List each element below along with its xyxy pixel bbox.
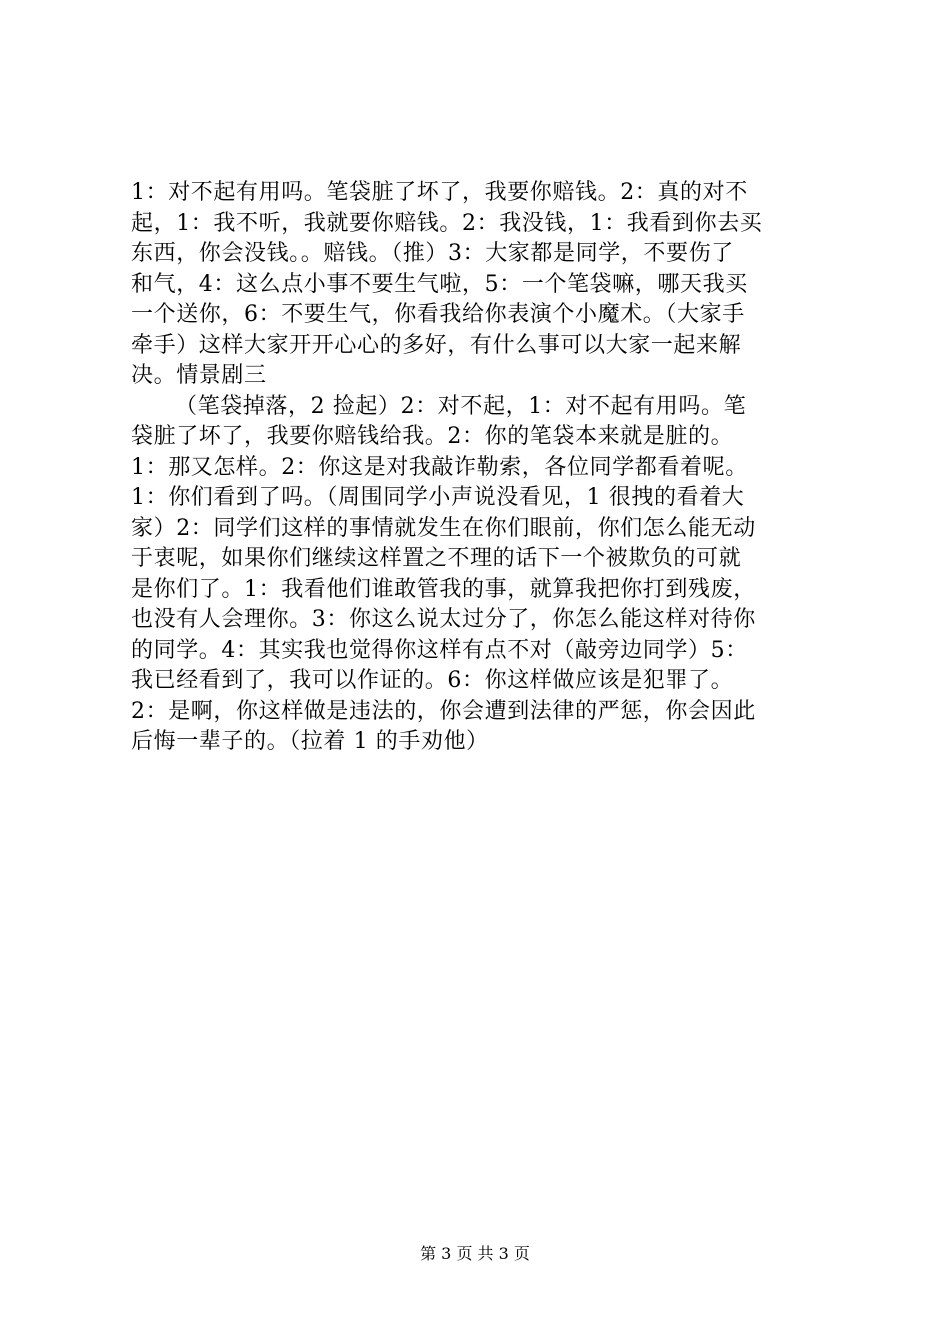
text-line: 我已经看到了，我可以作证的。6：你这样做应该是犯罪了。	[131, 668, 734, 693]
text-line: 后悔一辈子的。（拉着 1 的手劝他）	[131, 729, 489, 754]
text-line: 袋脏了坏了，我要你赔钱给我。2：你的笔袋本来就是脏的。	[131, 424, 734, 449]
text-line: 决。情景剧三	[131, 363, 267, 388]
text-line: （笔袋掉落，2 捡起）2：对不起，1：对不起有用吗。笔	[175, 393, 747, 419]
document-body	[131, 178, 831, 758]
text-line: 1：对不起有用吗。笔袋脏了坏了，我要你赔钱。2：真的对不	[131, 180, 748, 205]
text-line: 牵手）这样大家开开心心的多好，有什么事可以大家一起来解	[131, 332, 742, 358]
text-line: 的同学。4：其实我也觉得你这样有点不对（敲旁边同学）5：	[131, 637, 748, 663]
text-line: 起，1：我不听，我就要你赔钱。2：我没钱，1：我看到你去买	[131, 210, 763, 236]
page-number-footer: 第 3 页 共 3 页	[420, 1244, 530, 1263]
text-line: 1：你们看到了吗。（周围同学小声说没看见，1 很拽的看着大	[131, 485, 745, 510]
text-line: 和气，4：这么点小事不要生气啦，5：一个笔袋嘛，哪天我买	[131, 271, 748, 297]
text-line: 家）2：同学们这样的事情就发生在你们眼前，你们怎么能无动	[131, 515, 756, 541]
text-line: 是你们了。1：我看他们谁敢管我的事，就算我把你打到残废，	[131, 576, 756, 602]
text-line: 一个送你，6：不要生气，你看我给你表演个小魔术。（大家手	[131, 302, 745, 327]
text-line: 2：是啊，你这样做是违法的，你会遭到法律的严惩，你会因此	[131, 698, 756, 724]
text-line: 1：那又怎样。2：你这是对我敲诈勒索，各位同学都看着呢。	[131, 454, 748, 480]
text-line: 东西，你会没钱。。赔钱。（推）3：大家都是同学，不要伤了	[131, 241, 734, 266]
text-line: 也没有人会理你。3：你这么说太过分了，你怎么能这样对待你	[131, 607, 756, 632]
text-line: 于衷呢，如果你们继续这样置之不理的话下一个被欺负的可就	[131, 546, 742, 571]
